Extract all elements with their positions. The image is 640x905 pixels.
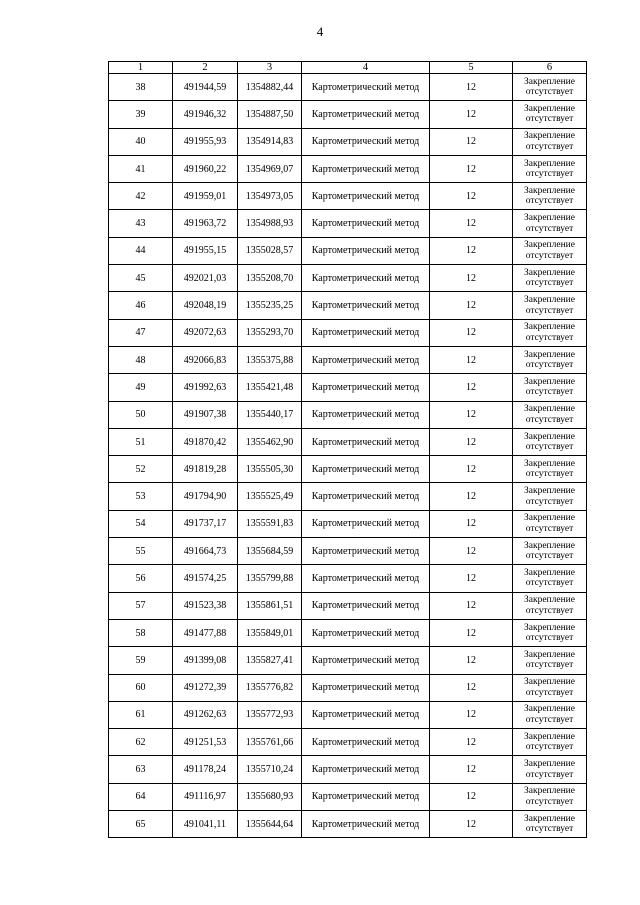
x-coordinate-cell: 492072,63 (173, 319, 238, 346)
point-number-cell: 56 (109, 565, 173, 592)
x-coordinate-cell: 491959,01 (173, 183, 238, 210)
method-cell: Картометрический метод (302, 428, 430, 455)
method-cell: Картометрический метод (302, 237, 430, 264)
table-row (109, 647, 587, 674)
method-cell: Картометрический метод (302, 183, 430, 210)
table-row (109, 210, 587, 237)
accuracy-cell: 12 (430, 374, 513, 401)
column-header: 4 (302, 62, 430, 74)
x-coordinate-cell: 491955,15 (173, 237, 238, 264)
method-cell: Картометрический метод (302, 74, 430, 101)
column-header: 5 (430, 62, 513, 74)
y-coordinate-cell: 1354988,93 (238, 210, 302, 237)
method-cell: Картометрический метод (302, 155, 430, 182)
y-coordinate-cell: 1355235,25 (238, 292, 302, 319)
method-cell: Картометрический метод (302, 619, 430, 646)
table-row (109, 346, 587, 373)
table-row (109, 565, 587, 592)
accuracy-cell: 12 (430, 237, 513, 264)
fixing-description-cell: Закрепление отсутствует (513, 483, 587, 510)
y-coordinate-cell: 1355849,01 (238, 619, 302, 646)
x-coordinate-cell: 491955,93 (173, 128, 238, 155)
fixing-description-cell: Закрепление отсутствует (513, 701, 587, 728)
fixing-description-cell: Закрепление отсутствует (513, 565, 587, 592)
point-number-cell: 41 (109, 155, 173, 182)
method-cell: Картометрический метод (302, 128, 430, 155)
method-cell: Картометрический метод (302, 674, 430, 701)
x-coordinate-cell: 491819,28 (173, 456, 238, 483)
point-number-cell: 60 (109, 674, 173, 701)
method-cell: Картометрический метод (302, 101, 430, 128)
x-coordinate-cell: 491178,24 (173, 756, 238, 783)
method-cell: Картометрический метод (302, 729, 430, 756)
x-coordinate-cell: 491794,90 (173, 483, 238, 510)
accuracy-cell: 12 (430, 811, 513, 838)
method-cell: Картометрический метод (302, 292, 430, 319)
y-coordinate-cell: 1355861,51 (238, 592, 302, 619)
table-row (109, 74, 587, 101)
fixing-description-cell: Закрепление отсутствует (513, 210, 587, 237)
fixing-description-cell: Закрепление отсутствует (513, 428, 587, 455)
y-coordinate-cell: 1355208,70 (238, 265, 302, 292)
accuracy-cell: 12 (430, 74, 513, 101)
fixing-description-cell: Закрепление отсутствует (513, 319, 587, 346)
y-coordinate-cell: 1355375,88 (238, 346, 302, 373)
table-row (109, 538, 587, 565)
method-cell: Картометрический метод (302, 483, 430, 510)
accuracy-cell: 12 (430, 538, 513, 565)
table-row (109, 101, 587, 128)
point-number-cell: 50 (109, 401, 173, 428)
x-coordinate-cell: 491870,42 (173, 428, 238, 455)
point-number-cell: 62 (109, 729, 173, 756)
accuracy-cell: 12 (430, 265, 513, 292)
y-coordinate-cell: 1355680,93 (238, 783, 302, 810)
method-cell: Картометрический метод (302, 756, 430, 783)
fixing-description-cell: Закрепление отсутствует (513, 401, 587, 428)
y-coordinate-cell: 1355462,90 (238, 428, 302, 455)
accuracy-cell: 12 (430, 483, 513, 510)
y-coordinate-cell: 1355421,48 (238, 374, 302, 401)
method-cell: Картометрический метод (302, 265, 430, 292)
method-cell: Картометрический метод (302, 346, 430, 373)
accuracy-cell: 12 (430, 128, 513, 155)
fixing-description-cell: Закрепление отсутствует (513, 237, 587, 264)
fixing-description-cell: Закрепление отсутствует (513, 592, 587, 619)
point-number-cell: 54 (109, 510, 173, 537)
column-header: 2 (173, 62, 238, 74)
x-coordinate-cell: 492048,19 (173, 292, 238, 319)
x-coordinate-cell: 491477,88 (173, 619, 238, 646)
table-row (109, 292, 587, 319)
x-coordinate-cell: 491262,63 (173, 701, 238, 728)
method-cell: Картометрический метод (302, 401, 430, 428)
x-coordinate-cell: 491116,97 (173, 783, 238, 810)
y-coordinate-cell: 1354969,07 (238, 155, 302, 182)
table-row (109, 756, 587, 783)
accuracy-cell: 12 (430, 647, 513, 674)
table-row (109, 729, 587, 756)
fixing-description-cell: Закрепление отсутствует (513, 374, 587, 401)
accuracy-cell: 12 (430, 729, 513, 756)
table-row (109, 701, 587, 728)
x-coordinate-cell: 491960,22 (173, 155, 238, 182)
fixing-description-cell: Закрепление отсутствует (513, 756, 587, 783)
point-number-cell: 48 (109, 346, 173, 373)
page-number: 4 (316, 24, 324, 39)
x-coordinate-cell: 491523,38 (173, 592, 238, 619)
point-number-cell: 63 (109, 756, 173, 783)
x-coordinate-cell: 491399,08 (173, 647, 238, 674)
table-row (109, 428, 587, 455)
accuracy-cell: 12 (430, 428, 513, 455)
point-number-cell: 43 (109, 210, 173, 237)
y-coordinate-cell: 1355710,24 (238, 756, 302, 783)
method-cell: Картометрический метод (302, 565, 430, 592)
accuracy-cell: 12 (430, 456, 513, 483)
point-number-cell: 46 (109, 292, 173, 319)
coordinates-table (108, 61, 587, 838)
fixing-description-cell: Закрепление отсутствует (513, 456, 587, 483)
point-number-cell: 61 (109, 701, 173, 728)
accuracy-cell: 12 (430, 292, 513, 319)
x-coordinate-cell: 491574,25 (173, 565, 238, 592)
fixing-description-cell: Закрепление отсутствует (513, 729, 587, 756)
accuracy-cell: 12 (430, 401, 513, 428)
x-coordinate-cell: 491944,59 (173, 74, 238, 101)
y-coordinate-cell: 1355827,41 (238, 647, 302, 674)
y-coordinate-cell: 1354914,83 (238, 128, 302, 155)
y-coordinate-cell: 1354882,44 (238, 74, 302, 101)
x-coordinate-cell: 491272,39 (173, 674, 238, 701)
method-cell: Картометрический метод (302, 701, 430, 728)
point-number-cell: 39 (109, 101, 173, 128)
fixing-description-cell: Закрепление отсутствует (513, 619, 587, 646)
method-cell: Картометрический метод (302, 811, 430, 838)
x-coordinate-cell: 492066,83 (173, 346, 238, 373)
table-row (109, 183, 587, 210)
point-number-cell: 42 (109, 183, 173, 210)
table-row (109, 456, 587, 483)
y-coordinate-cell: 1355772,93 (238, 701, 302, 728)
x-coordinate-cell: 491251,53 (173, 729, 238, 756)
point-number-cell: 64 (109, 783, 173, 810)
accuracy-cell: 12 (430, 756, 513, 783)
accuracy-cell: 12 (430, 183, 513, 210)
fixing-description-cell: Закрепление отсутствует (513, 155, 587, 182)
table-row (109, 674, 587, 701)
column-header: 3 (238, 62, 302, 74)
point-number-cell: 38 (109, 74, 173, 101)
y-coordinate-cell: 1355525,49 (238, 483, 302, 510)
table-row (109, 483, 587, 510)
x-coordinate-cell: 491963,72 (173, 210, 238, 237)
y-coordinate-cell: 1355644,64 (238, 811, 302, 838)
method-cell: Картометрический метод (302, 319, 430, 346)
point-number-cell: 47 (109, 319, 173, 346)
y-coordinate-cell: 1355028,57 (238, 237, 302, 264)
accuracy-cell: 12 (430, 319, 513, 346)
method-cell: Картометрический метод (302, 647, 430, 674)
y-coordinate-cell: 1355776,82 (238, 674, 302, 701)
point-number-cell: 52 (109, 456, 173, 483)
y-coordinate-cell: 1355440,17 (238, 401, 302, 428)
fixing-description-cell: Закрепление отсутствует (513, 647, 587, 674)
fixing-description-cell: Закрепление отсутствует (513, 783, 587, 810)
point-number-cell: 40 (109, 128, 173, 155)
accuracy-cell: 12 (430, 346, 513, 373)
fixing-description-cell: Закрепление отсутствует (513, 128, 587, 155)
method-cell: Картометрический метод (302, 456, 430, 483)
x-coordinate-cell: 491664,73 (173, 538, 238, 565)
y-coordinate-cell: 1355684,59 (238, 538, 302, 565)
point-number-cell: 57 (109, 592, 173, 619)
y-coordinate-cell: 1355799,88 (238, 565, 302, 592)
accuracy-cell: 12 (430, 210, 513, 237)
x-coordinate-cell: 491041,11 (173, 811, 238, 838)
method-cell: Картометрический метод (302, 783, 430, 810)
point-number-cell: 55 (109, 538, 173, 565)
fixing-description-cell: Закрепление отсутствует (513, 346, 587, 373)
method-cell: Картометрический метод (302, 210, 430, 237)
accuracy-cell: 12 (430, 783, 513, 810)
fixing-description-cell: Закрепление отсутствует (513, 811, 587, 838)
method-cell: Картометрический метод (302, 592, 430, 619)
accuracy-cell: 12 (430, 674, 513, 701)
point-number-cell: 51 (109, 428, 173, 455)
point-number-cell: 44 (109, 237, 173, 264)
table-row (109, 592, 587, 619)
x-coordinate-cell: 491907,38 (173, 401, 238, 428)
point-number-cell: 65 (109, 811, 173, 838)
table-row (109, 783, 587, 810)
method-cell: Картометрический метод (302, 374, 430, 401)
accuracy-cell: 12 (430, 510, 513, 537)
y-coordinate-cell: 1355761,66 (238, 729, 302, 756)
fixing-description-cell: Закрепление отсутствует (513, 265, 587, 292)
method-cell: Картометрический метод (302, 510, 430, 537)
column-header: 6 (513, 62, 587, 74)
x-coordinate-cell: 491737,17 (173, 510, 238, 537)
fixing-description-cell: Закрепление отсутствует (513, 538, 587, 565)
table-row (109, 374, 587, 401)
point-number-cell: 53 (109, 483, 173, 510)
point-number-cell: 49 (109, 374, 173, 401)
table-row (109, 319, 587, 346)
fixing-description-cell: Закрепление отсутствует (513, 74, 587, 101)
method-cell: Картометрический метод (302, 538, 430, 565)
fixing-description-cell: Закрепление отсутствует (513, 183, 587, 210)
y-coordinate-cell: 1355505,30 (238, 456, 302, 483)
x-coordinate-cell: 491946,32 (173, 101, 238, 128)
fixing-description-cell: Закрепление отсутствует (513, 674, 587, 701)
table-row (109, 619, 587, 646)
table-row (109, 237, 587, 264)
fixing-description-cell: Закрепление отсутствует (513, 510, 587, 537)
accuracy-cell: 12 (430, 155, 513, 182)
table-row (109, 811, 587, 838)
accuracy-cell: 12 (430, 101, 513, 128)
accuracy-cell: 12 (430, 619, 513, 646)
fixing-description-cell: Закрепление отсутствует (513, 101, 587, 128)
table-row (109, 128, 587, 155)
accuracy-cell: 12 (430, 565, 513, 592)
y-coordinate-cell: 1355591,83 (238, 510, 302, 537)
y-coordinate-cell: 1354973,05 (238, 183, 302, 210)
table-row (109, 510, 587, 537)
table-row (109, 155, 587, 182)
point-number-cell: 58 (109, 619, 173, 646)
x-coordinate-cell: 491992,63 (173, 374, 238, 401)
point-number-cell: 59 (109, 647, 173, 674)
x-coordinate-cell: 492021,03 (173, 265, 238, 292)
column-header: 1 (109, 62, 173, 74)
accuracy-cell: 12 (430, 701, 513, 728)
point-number-cell: 45 (109, 265, 173, 292)
table-row (109, 265, 587, 292)
fixing-description-cell: Закрепление отсутствует (513, 292, 587, 319)
accuracy-cell: 12 (430, 592, 513, 619)
header-row (109, 62, 587, 74)
y-coordinate-cell: 1354887,50 (238, 101, 302, 128)
y-coordinate-cell: 1355293,70 (238, 319, 302, 346)
table-row (109, 401, 587, 428)
